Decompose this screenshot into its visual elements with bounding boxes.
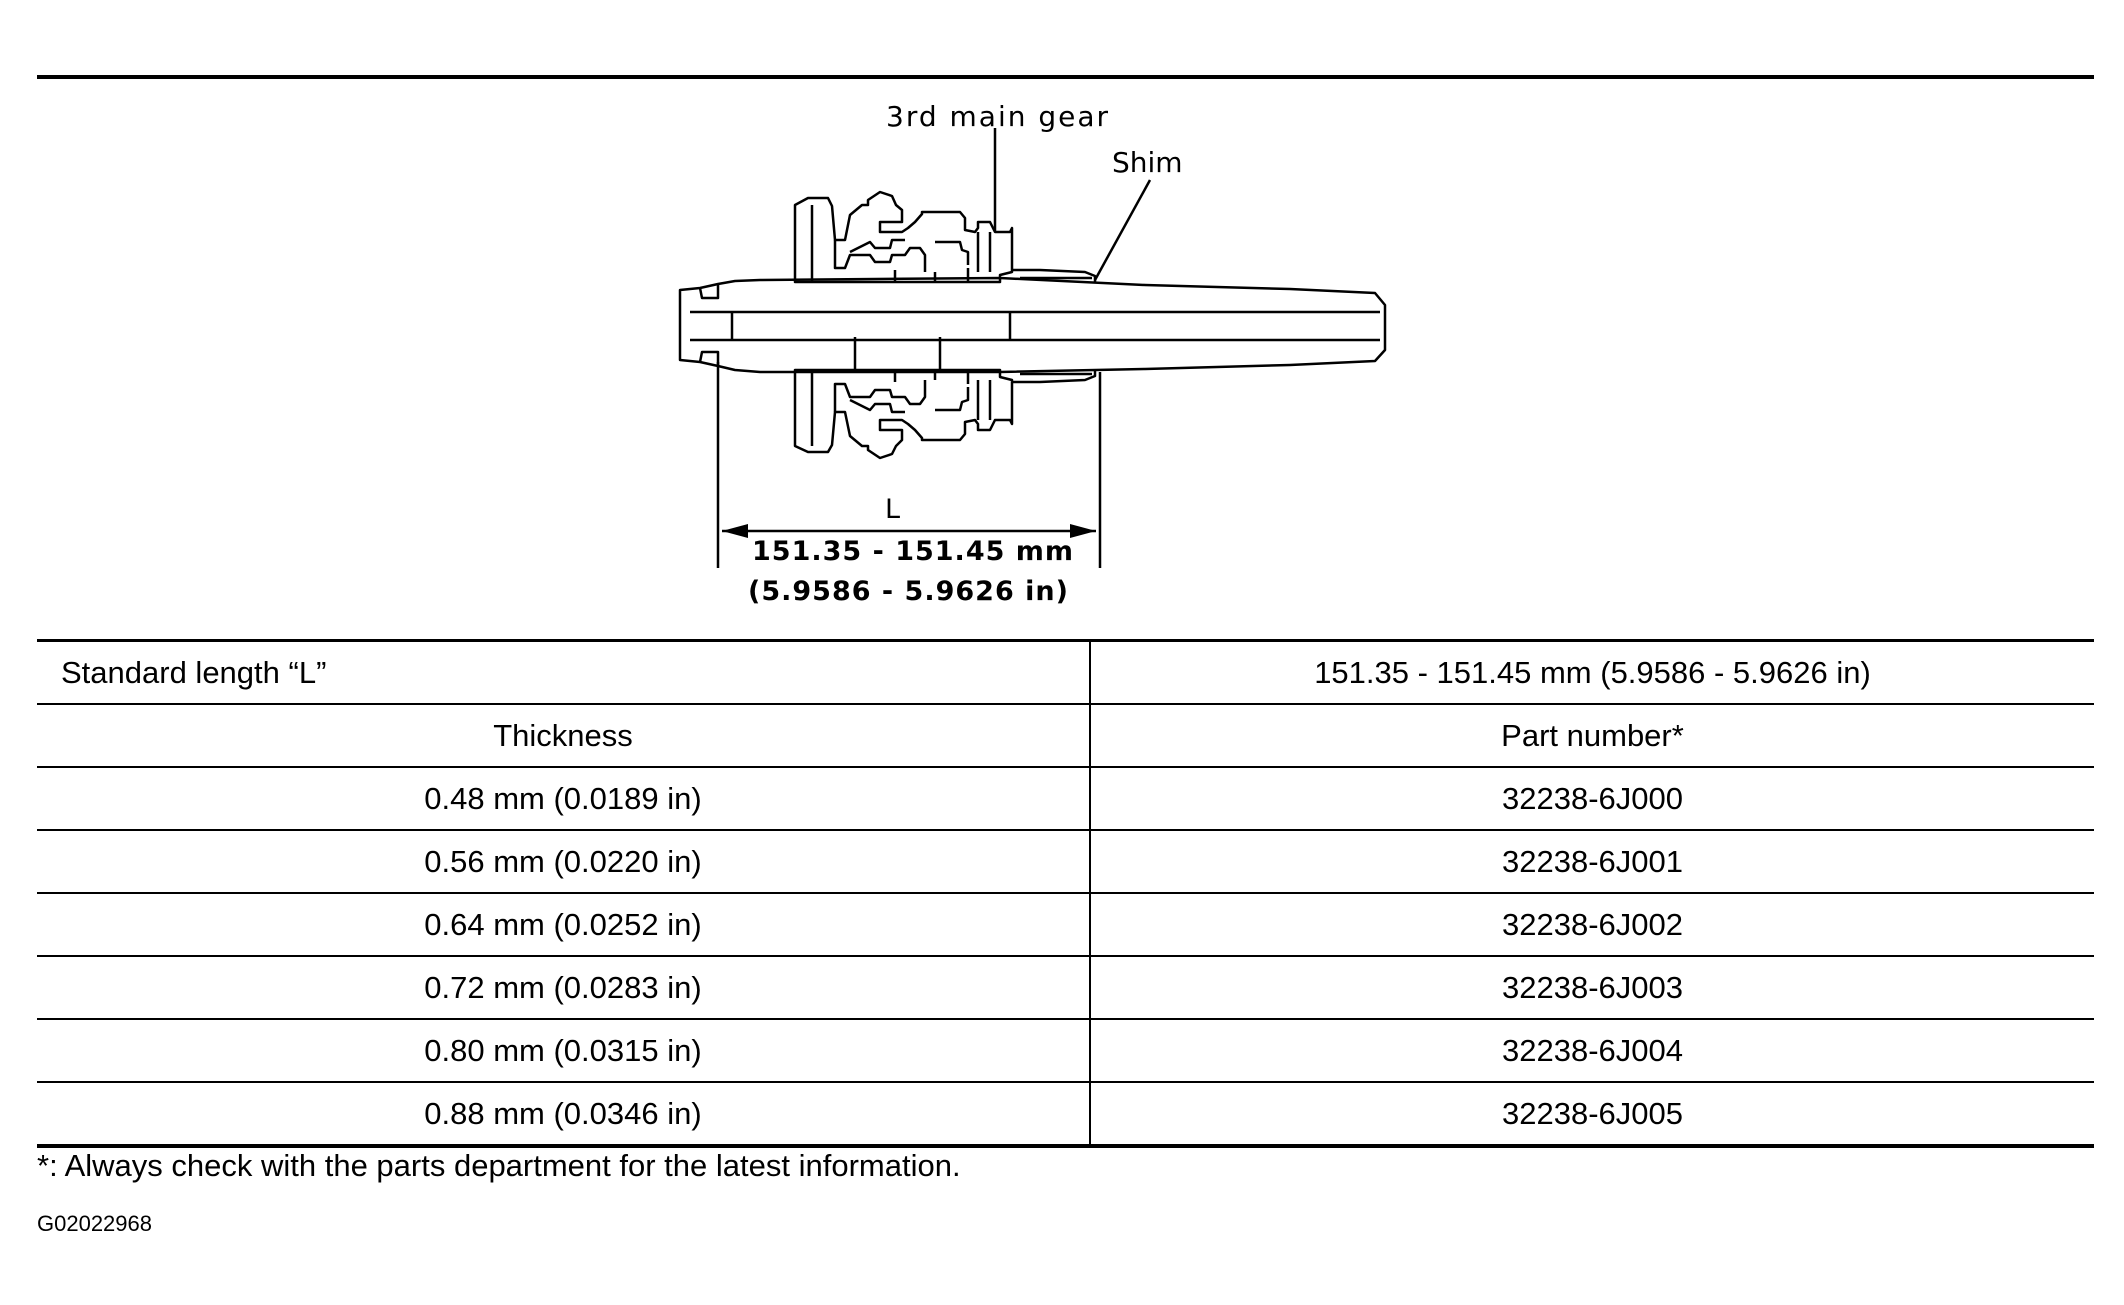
- standard-length-row: [37, 641, 2094, 705]
- table-row: [37, 956, 2094, 1019]
- header-part-number: Part number*: [1090, 704, 2094, 767]
- table-row: [37, 830, 2094, 893]
- shaft-outline: [680, 278, 1385, 372]
- footnote: *: Always check with the parts department for the latest information.: [37, 1148, 961, 1183]
- thickness-cell: 0.80 mm (0.0315 in): [37, 1019, 1090, 1082]
- part-number-cell: 32238-6J001: [1090, 830, 2094, 893]
- header-thickness: Thickness: [37, 704, 1090, 767]
- table-row: [37, 1082, 2094, 1146]
- standard-length-value: 151.35 - 151.45 mm (5.9586 - 5.9626 in): [1090, 641, 2094, 705]
- figure-code: G02022968: [37, 1211, 152, 1236]
- thickness-cell: 0.88 mm (0.0346 in): [37, 1082, 1090, 1146]
- shim-leader-line: [1095, 180, 1150, 280]
- label-length-L: L: [885, 494, 901, 525]
- shaft-diagram: [0, 0, 2124, 640]
- label-length-mm: 151.35 - 151.45 mm: [752, 536, 1075, 567]
- lower-gear-assembly: [795, 370, 1012, 458]
- header-row: [37, 704, 2094, 767]
- standard-length-label: Standard length “L”: [37, 641, 1090, 705]
- upper-gear-assembly: [795, 192, 1012, 282]
- thickness-cell: 0.48 mm (0.0189 in): [37, 767, 1090, 830]
- part-number-cell: 32238-6J000: [1090, 767, 2094, 830]
- shim-spec-table: [37, 639, 2094, 1148]
- table-row: [37, 893, 2094, 956]
- part-number-cell: 32238-6J005: [1090, 1082, 2094, 1146]
- label-shim: Shim: [1112, 146, 1183, 179]
- thickness-cell: 0.56 mm (0.0220 in): [37, 830, 1090, 893]
- thickness-cell: 0.72 mm (0.0283 in): [37, 956, 1090, 1019]
- label-3rd-main-gear: 3rd main gear: [886, 100, 1111, 133]
- table-row: [37, 767, 2094, 830]
- thickness-cell: 0.64 mm (0.0252 in): [37, 893, 1090, 956]
- table-row: [37, 1019, 2094, 1082]
- part-number-cell: 32238-6J003: [1090, 956, 2094, 1019]
- part-number-cell: 32238-6J004: [1090, 1019, 2094, 1082]
- part-number-cell: 32238-6J002: [1090, 893, 2094, 956]
- label-length-in: (5.9586 - 5.9626 in): [748, 576, 1069, 607]
